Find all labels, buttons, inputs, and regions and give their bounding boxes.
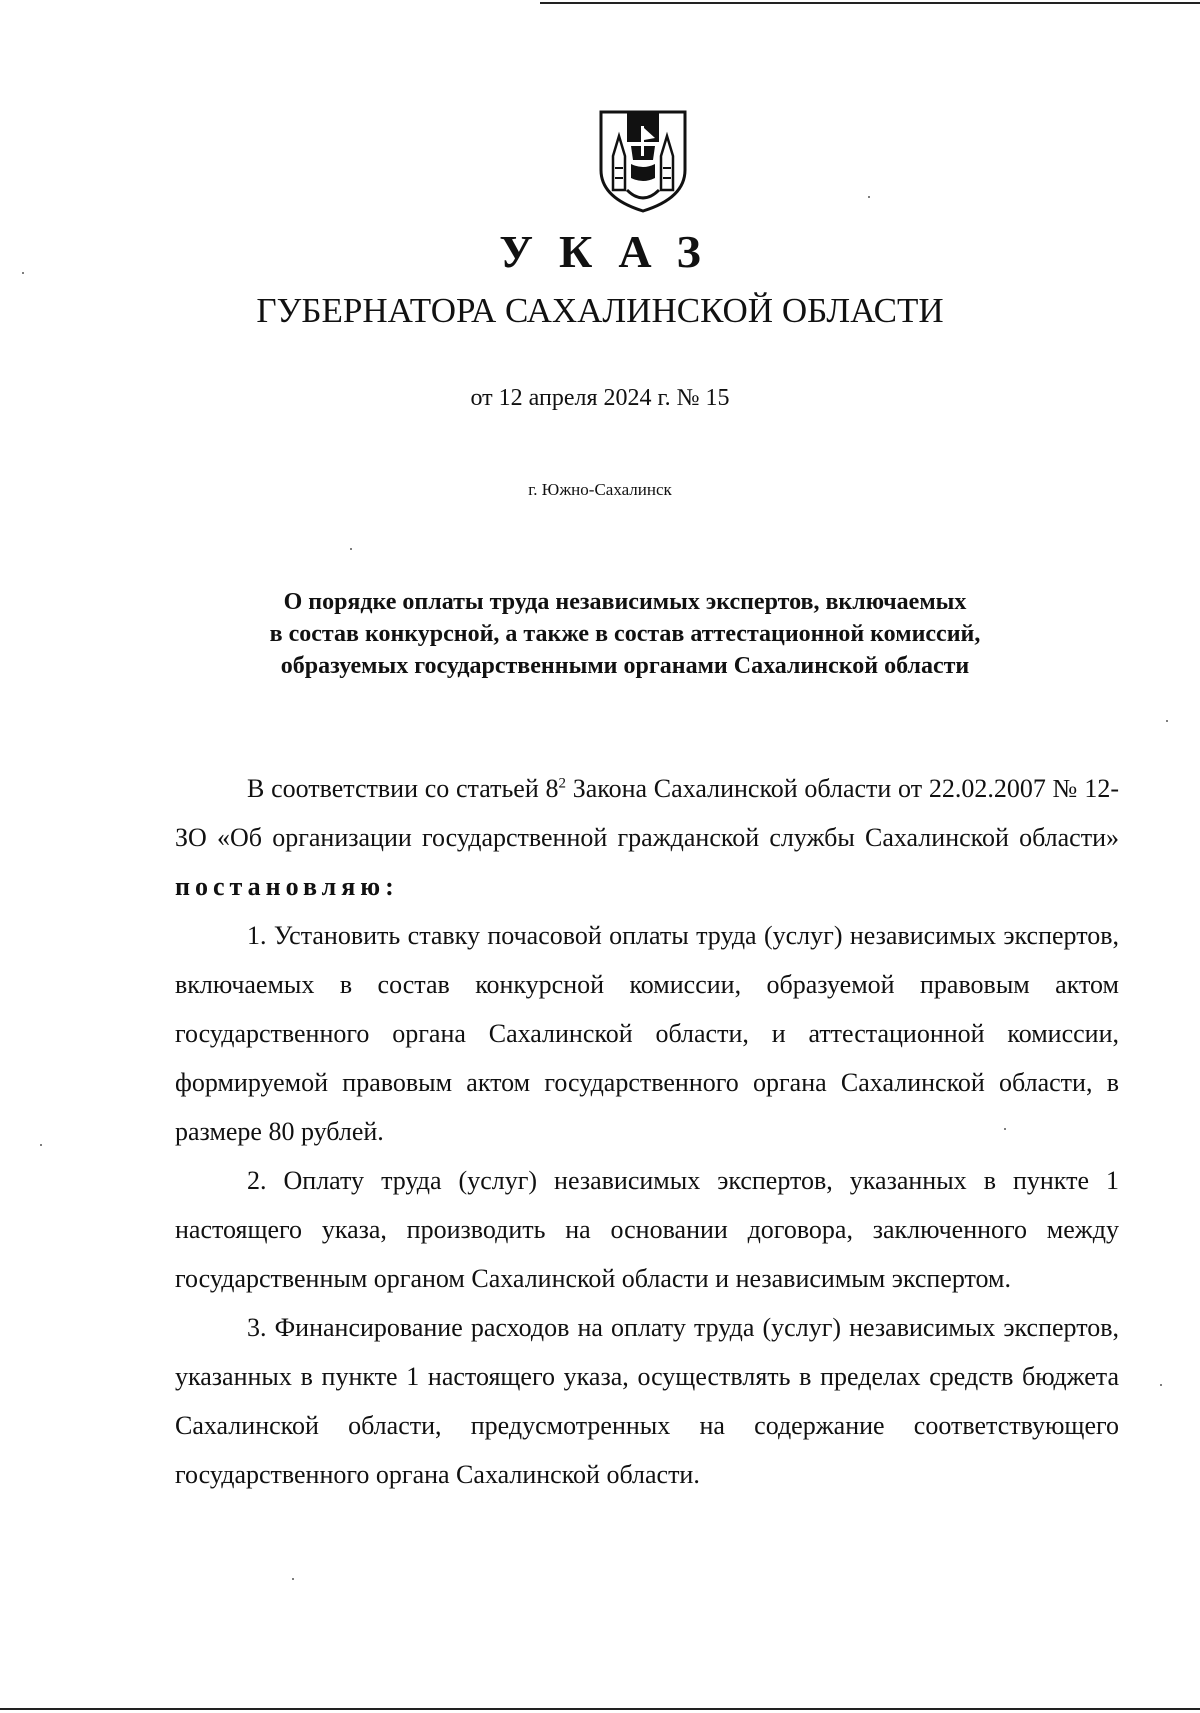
scan-speck: [1166, 720, 1168, 722]
scan-speck: [868, 196, 870, 198]
preamble-paragraph: [175, 764, 1119, 911]
scan-speck: [350, 548, 352, 550]
scan-speck: [1160, 1384, 1162, 1386]
document-issuer: ГУБЕРНАТОРА САХАЛИНСКОЙ ОБЛАСТИ: [256, 291, 944, 330]
preamble-text: В соответствии со статьей 8: [247, 774, 559, 803]
decree-word: постановляю:: [175, 872, 399, 901]
item-paragraph: 1. Установить ставку почасовой оплаты труда (услуг) независимых экспертов, включаемых в состав конкурсной комиссии, образуемой правовым актом государственного органа Сахалинской области, и аттестационной комиссии, формируемой правовым актом государственного органа Сахалинской области, в размере 80 рублей.: [175, 921, 1119, 1146]
scan-speck: [292, 1578, 294, 1580]
document-heading: [175, 586, 1075, 682]
item-paragraph: 2. Оплату труда (услуг) независимых экспертов, указанных в пункте 1 настоящего указа, производить на основании договора, заключенного между государственным органом Сахалинской области и независимым экспертом.: [175, 1166, 1119, 1293]
document-title: УКАЗ: [499, 226, 727, 277]
heading-line: в состав конкурсной, а также в состав аттестационной комиссий,: [269, 621, 981, 647]
scan-speck: [1004, 1128, 1006, 1130]
top-scan-border: [540, 2, 1200, 4]
document-body: [175, 764, 1119, 1499]
preamble-text-rest: Закона Сахалинской области от 22.02.2007 № 12-ЗО «Об организации государственной гражданской службы Сахалинской области»: [175, 774, 1119, 852]
sakhalin-coat-of-arms-icon: [597, 108, 689, 214]
scan-speck: [22, 272, 24, 274]
article-superscript: 2: [558, 775, 566, 792]
document-date-number: от 12 апреля 2024 г. № 15: [470, 385, 730, 411]
scan-speck: [40, 1144, 42, 1146]
document-place: г. Южно-Сахалинск: [528, 480, 672, 499]
heading-line: образуемых государственными органами Сахалинской области: [280, 653, 970, 679]
heading-line: О порядке оплаты труда независимых экспертов, включаемых: [283, 589, 967, 615]
bottom-scan-border: [0, 1708, 1200, 1710]
item-paragraph: 3. Финансирование расходов на оплату труда (услуг) независимых экспертов, указанных в пункте 1 настоящего указа, осуществлять в пределах средств бюджета Сахалинской области, предусмотренных на содержание соответствующего государственного органа Сахалинской области.: [175, 1313, 1119, 1489]
